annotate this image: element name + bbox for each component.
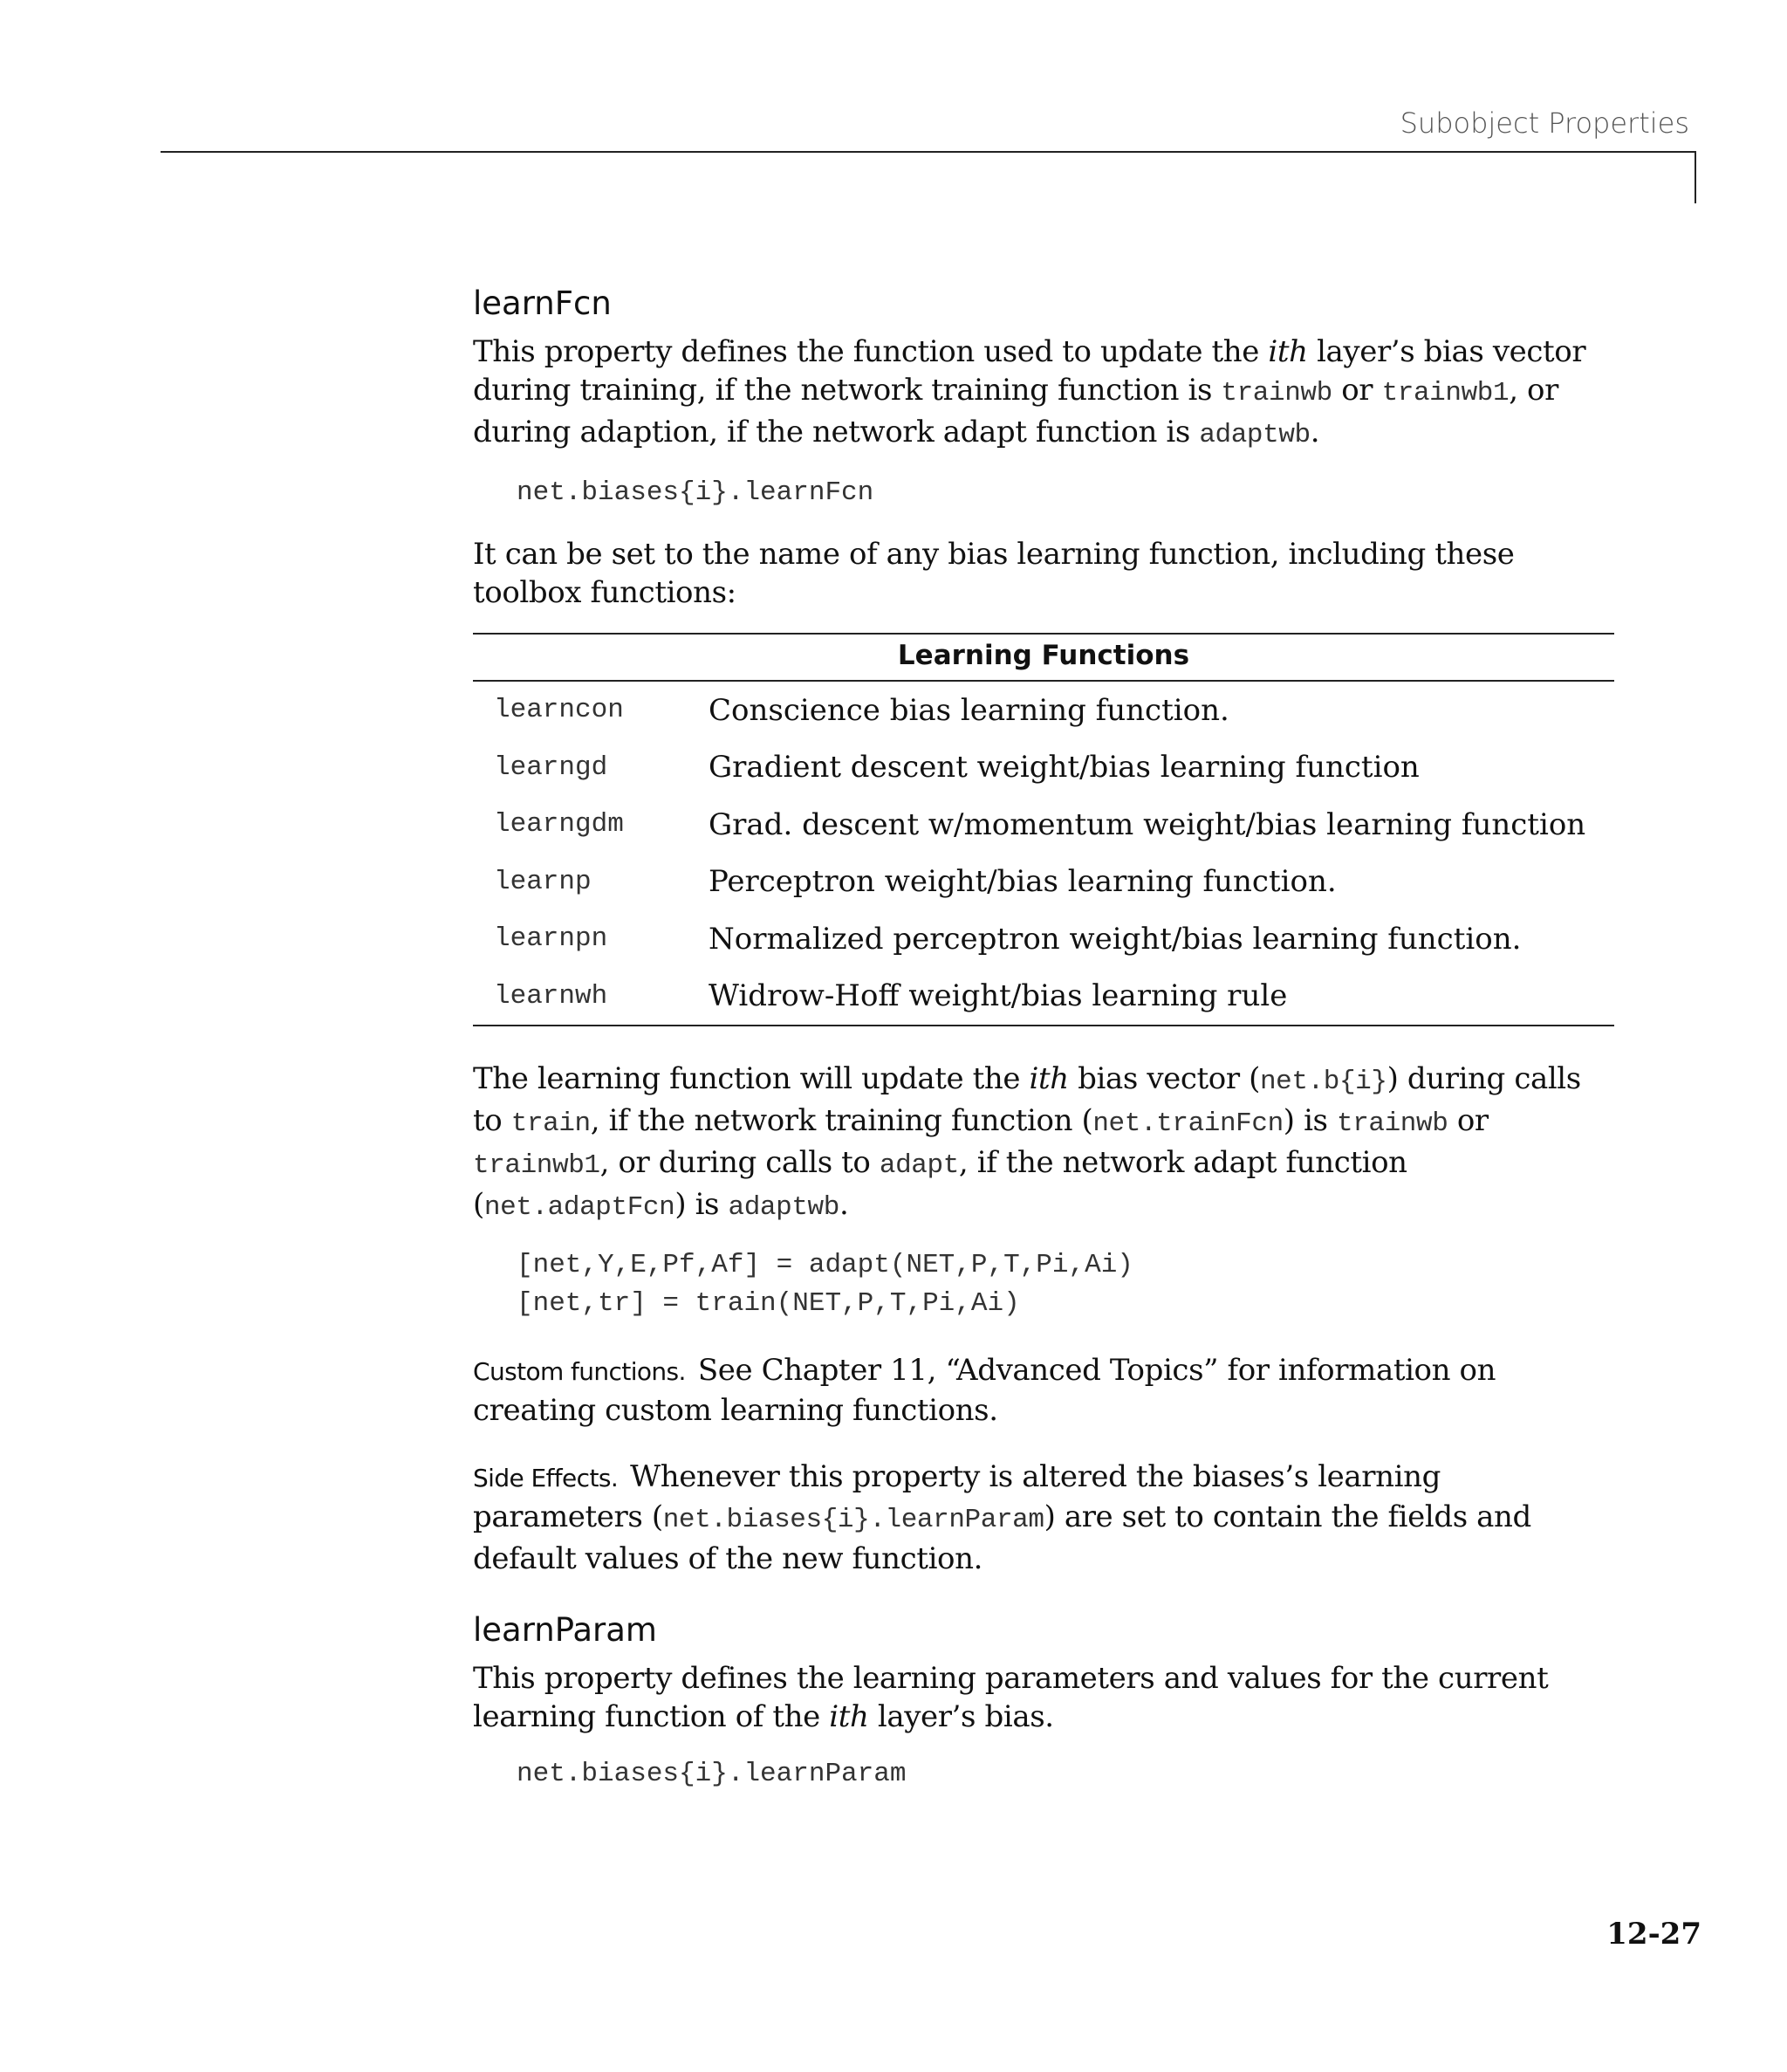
code-example-learnfcn: net.biases{i}.learnFcn — [517, 477, 874, 508]
inline-code: net.trainFcn — [1092, 1108, 1284, 1139]
inline-code: net.b{i} — [1259, 1067, 1387, 1097]
table-row — [473, 910, 1614, 968]
run-in-heading: Custom functions. — [473, 1357, 686, 1386]
function-description: Grad. descent w/momentum weight/bias learning function — [709, 806, 1586, 842]
code-example-learnparam: net.biases{i}.learnParam — [517, 1759, 907, 1789]
inline-code: trainwb1 — [1381, 378, 1510, 408]
table-title: Learning Functions — [473, 634, 1614, 681]
code-line: [net,tr] = train(NET,P,T,Pi,Ai) — [517, 1288, 1020, 1319]
code-line: [net,Y,E,Pf,Af] = adapt(NET,P,T,Pi,Ai) — [517, 1250, 1133, 1280]
learnfcn-description: This property defines the function used to update the ith layer’s bias vector during training, if the network training function is trainwb or trainwb1, or during adaption, if the network adapt function is adaptwb. — [473, 334, 1586, 450]
page-content — [473, 285, 1614, 1794]
italic-ith: ith — [1268, 334, 1308, 369]
italic-ith: ith — [1029, 1061, 1069, 1096]
header-rule-tick — [1695, 151, 1696, 203]
function-name: learngdm — [494, 809, 624, 840]
table-row — [473, 968, 1614, 1026]
inline-code: train — [510, 1108, 591, 1139]
inline-code: trainwb — [1221, 378, 1332, 408]
function-name: learncon — [494, 695, 624, 726]
learnparam-description: This property defines the learning parameters and values for the current learning function of the ith layer’s bias. — [473, 1661, 1549, 1734]
function-description: Normalized perceptron weight/bias learning function. — [709, 921, 1522, 957]
italic-ith: ith — [829, 1699, 869, 1734]
learnfcn-options-text: It can be set to the name of any bias learning function, including these toolbox functions: — [473, 537, 1515, 610]
inline-code: adaptwb — [728, 1192, 839, 1223]
table-row — [473, 739, 1614, 797]
inline-code: net.biases{i}.learnParam — [662, 1505, 1044, 1535]
function-name: learnpn — [494, 923, 608, 955]
table-row — [473, 681, 1614, 739]
inline-code: adaptwb — [1199, 420, 1311, 450]
running-header: Subobject Properties — [1400, 106, 1689, 140]
function-name: learnwh — [473, 968, 709, 1026]
table-row — [473, 796, 1614, 854]
table-row — [473, 854, 1614, 911]
function-name: learngd — [494, 751, 608, 783]
run-in-heading: Side Effects. — [473, 1464, 619, 1492]
section-heading-learnfcn: learnFcn — [473, 285, 612, 322]
learning-update-text: The learning function will update the ith bias vector (net.b{i}) during calls to train, if the network training function (net.trainFcn) is trainwb or trainwb1, or during calls to adapt, if the network adapt function (net.adaptFcn) is adaptwb. — [473, 1061, 1581, 1223]
custom-functions-paragraph: Custom functions. See Chapter 11, “Advanced Topics” for information on creating custom learning functions. — [473, 1353, 1496, 1428]
function-description: Gradient descent weight/bias learning function — [709, 750, 1420, 786]
inline-code: trainwb1 — [473, 1150, 600, 1181]
page-number: 12-27 — [1606, 1917, 1701, 1952]
section-heading-learnparam: learnParam — [473, 1611, 657, 1649]
inline-code: adapt — [879, 1150, 959, 1181]
function-description: Widrow-Hoff weight/bias learning rule — [709, 968, 1614, 1026]
side-effects-paragraph: Side Effects. Whenever this property is altered the biases’s learning parameters (net.biases{i}.learnParam) are set to contain the fields and default values of the new function. — [473, 1459, 1531, 1576]
function-name: learnp — [494, 866, 592, 897]
learning-functions-table — [473, 633, 1614, 1026]
function-description: Perceptron weight/bias learning function. — [709, 864, 1337, 900]
header-rule — [161, 151, 1696, 153]
function-description: Conscience bias learning function. — [709, 692, 1229, 728]
code-example-adapt-train — [473, 1246, 1614, 1323]
inline-code: trainwb — [1337, 1108, 1448, 1139]
inline-code: net.adaptFcn — [483, 1192, 675, 1223]
